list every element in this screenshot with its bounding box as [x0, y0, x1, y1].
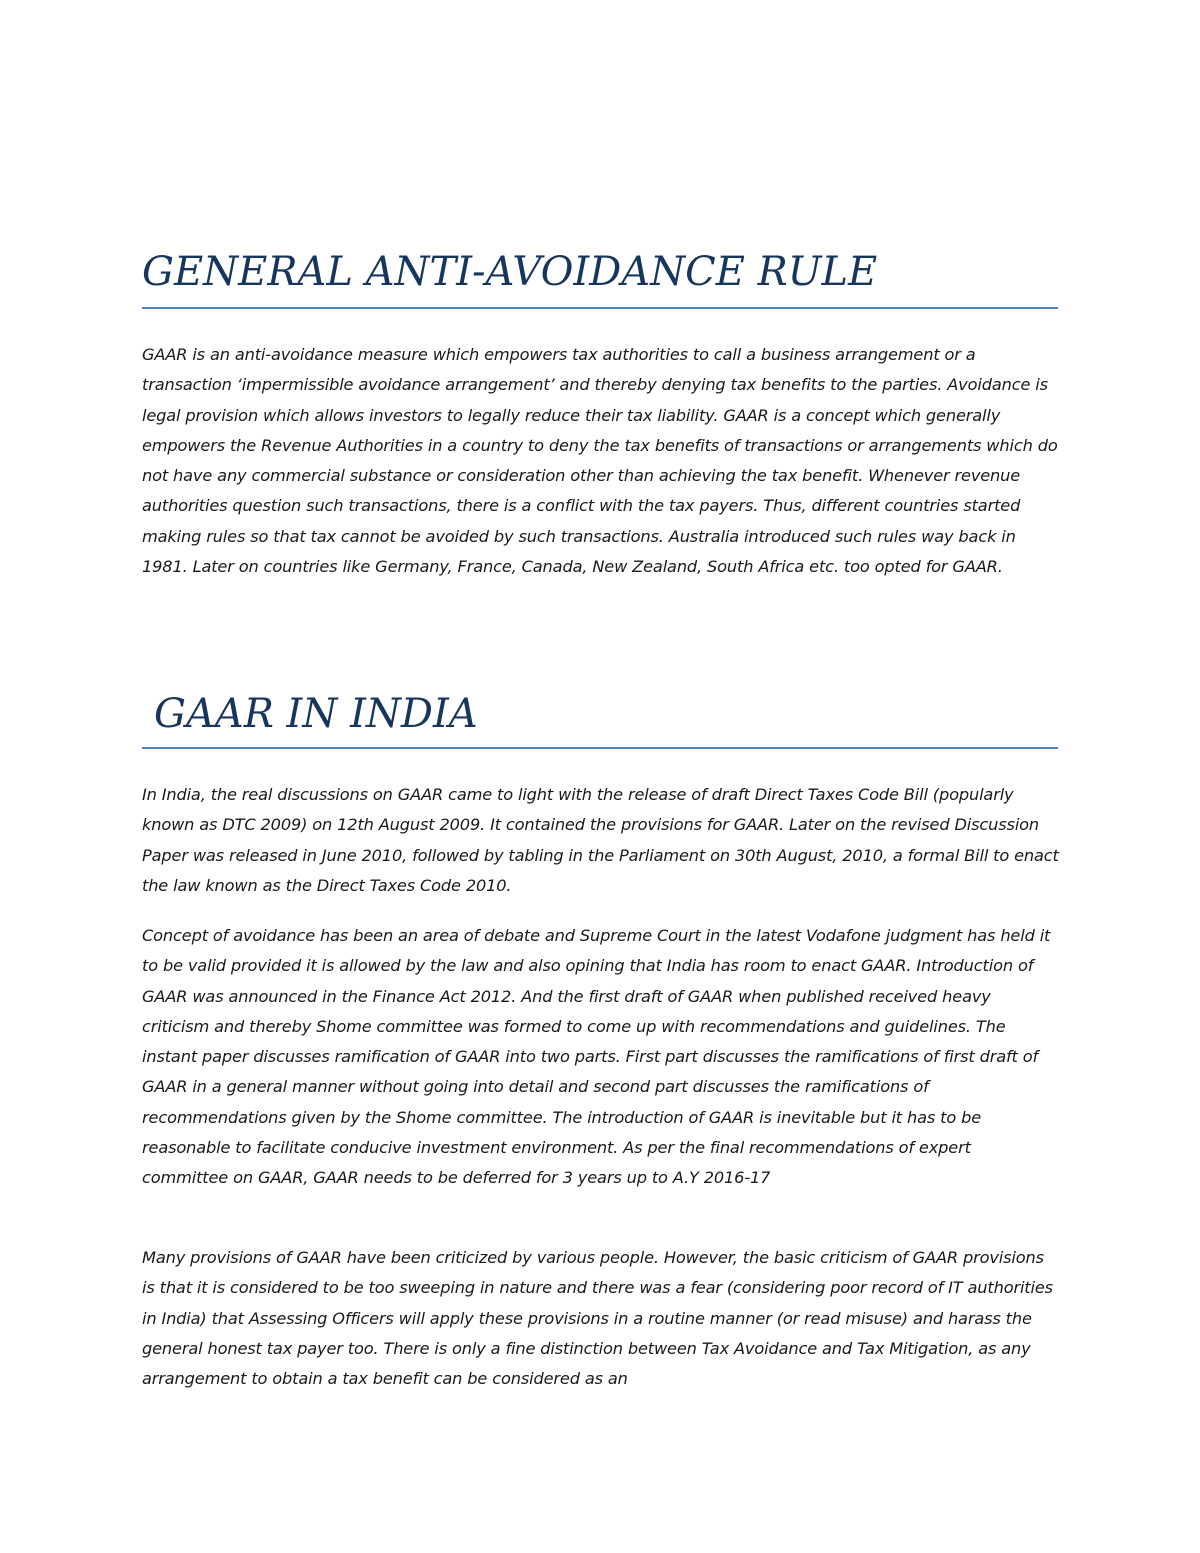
paragraph: Many provisions of GAAR have been criticized by various people. However, the basic criticism of GAAR provisions is that it is considered to be too sweeping in nature and there was a fear (considering poor record of IT authorities in India) that Assessing Officers will apply these provisions in a routine manner (or read misuse) and harass the general honest tax payer too. There is only a fine distinction between Tax Avoidance and Tax Mitigation, as any arrangement to obtain a tax benefit can be considered as an	[142, 1248, 1053, 1389]
heading-underline	[142, 307, 1058, 309]
paragraph: Concept of avoidance has been an area of debate and Supreme Court in the latest Vodafone judgment has held it to be valid provided it is allowed by the law and also opining that India has room to enact GAAR. Introduction of GAAR was announced in the Finance Act 2012. And the first draft of GAAR when published received heavy criticism and thereby Shome committee was formed to come up with recommendations and guidelines. The instant paper discusses ramification of GAAR into two parts. First part discusses the ramifications of first draft of GAAR in a general manner without going into detail and second part discusses the ramifications of recommendations given by the Shome committee. The introduction of GAAR is inevitable but it has to be reasonable to facilitate conducive investment environment. As per the final recommendations of expert committee on GAAR, GAAR needs to be deferred for 3 years up to A.Y 2016-17	[142, 926, 1051, 1188]
paragraph: GAAR is an anti-avoidance measure which empowers tax authorities to call a business arrangement or a transaction ‘impermissible avoidance arrangement’ and thereby denying tax benefits to the parties. Avoidance is legal provision which allows investors to legally reduce their tax liability. GAAR is a concept which generally empowers the Revenue Authorities in a country to deny the tax benefits of transactions or arrangements which do not have any commercial substance or consideration other than achieving the tax benefit. Whenever revenue authorities question such transactions, there is a conflict with the tax payers. Thus, different countries started making rules so that tax cannot be avoided by such transactions. Australia introduced such rules way back in 1981. Later on countries like Germany, France, Canada, New Zealand, South Africa etc. too opted for GAAR.	[142, 345, 1058, 577]
paragraph: In India, the real discussions on GAAR came to light with the release of draft Direct Taxes Code Bill (popularly known as DTC 2009) on 12th August 2009. It contained the provisions for GAAR. Later on the revised Discussion Paper was released in June 2010, followed by tabling in the Parliament on 30th August, 2010, a formal Bill to enact the law known as the Direct Taxes Code 2010.	[142, 785, 1059, 895]
heading-underline	[142, 747, 1058, 749]
section-heading-general-anti-avoidance-rule: GENERAL ANTI-AVOIDANCE RULE	[142, 249, 878, 295]
section-heading-gaar-in-india: GAAR IN INDIA	[154, 691, 478, 737]
